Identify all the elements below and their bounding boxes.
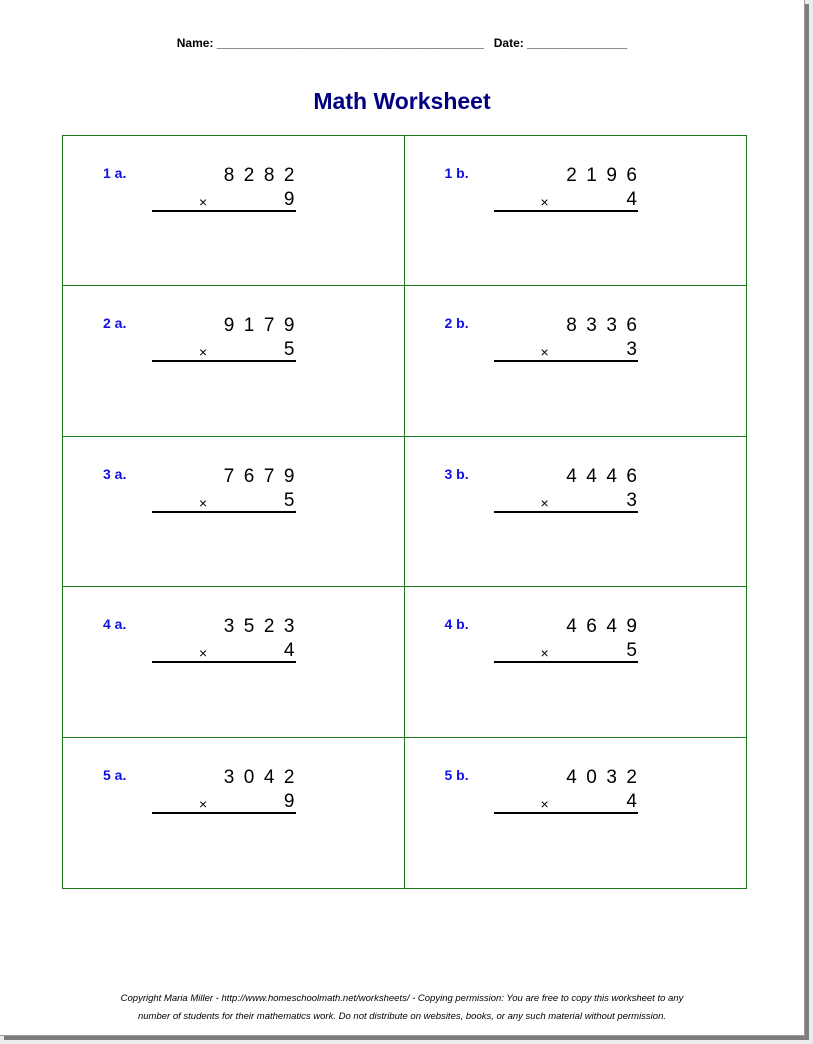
answer-rule	[494, 210, 638, 212]
answer-rule	[152, 812, 296, 814]
problem-cell	[63, 437, 405, 587]
multiply-sign: ×	[199, 194, 208, 210]
multiplicand: 8336	[566, 315, 647, 337]
answer-rule	[494, 661, 638, 663]
multiply-sign: ×	[199, 795, 208, 812]
problem-label: 2 b.	[444, 315, 469, 332]
multiplier: 5	[626, 640, 637, 662]
multiplier: 4	[626, 189, 637, 210]
multiply-sign: ×	[540, 194, 549, 210]
problem-label: 5 b.	[444, 766, 469, 783]
name-label: Name:	[176, 36, 214, 50]
multiply-sign: ×	[540, 795, 549, 812]
multiplier: 9	[283, 189, 295, 210]
footer-line-2: number of students for their mathematics work. Do not distribute on websites, books, or any such material without permission.	[137, 1011, 666, 1022]
multiply-sign: ×	[540, 645, 549, 662]
multiplier: 5	[283, 339, 295, 361]
problem-label: 1 b.	[444, 165, 469, 181]
problem-cell	[405, 136, 747, 286]
multiplier: 4	[283, 640, 295, 662]
problem-grid	[62, 135, 747, 889]
problem-cell	[405, 587, 747, 737]
problem-label: 4 b.	[444, 616, 469, 633]
multiplicand: 4446	[566, 465, 647, 487]
multiplier: 3	[626, 339, 637, 361]
name-blank: ________________________________________	[216, 36, 484, 50]
problem-cell	[63, 286, 405, 436]
problem-cell	[405, 738, 747, 888]
footer-line-1: Copyright Maria Miller - http://www.homeschoolmath.net/worksheets/ - Copying permission: You are free to copy this worksheet to any	[120, 993, 684, 1004]
answer-rule	[152, 360, 296, 362]
multiplicand: 2196	[566, 165, 647, 186]
multiply-sign: ×	[540, 494, 549, 511]
multiplier: 9	[283, 790, 295, 812]
multiplicand: 3042	[223, 766, 304, 788]
problem-label: 3 b.	[444, 465, 469, 482]
problem-label: 5 a.	[103, 766, 127, 783]
multiply-sign: ×	[199, 494, 208, 511]
problem-cell	[63, 738, 405, 888]
multiplicand: 9179	[223, 315, 304, 337]
multiplicand: 3523	[223, 616, 304, 638]
header-line	[0, 36, 804, 50]
copyright-footer	[0, 990, 804, 1026]
problem-cell	[405, 437, 747, 587]
multiply-sign: ×	[540, 344, 549, 361]
multiplier: 5	[283, 489, 295, 511]
multiplier: 4	[626, 790, 637, 812]
problem-label: 1 a.	[103, 165, 127, 181]
answer-rule	[152, 511, 296, 513]
page-title: Math Worksheet	[313, 88, 491, 114]
problem-label: 4 a.	[103, 616, 127, 633]
multiplier: 3	[626, 489, 637, 511]
date-label: Date:	[493, 36, 524, 50]
multiply-sign: ×	[199, 645, 208, 662]
multiplicand: 7679	[223, 465, 304, 487]
answer-rule	[494, 511, 638, 513]
multiplicand: 4649	[566, 616, 647, 638]
answer-rule	[494, 812, 638, 814]
problem-cell	[63, 587, 405, 737]
problem-label: 3 a.	[103, 465, 127, 482]
problem-cell	[63, 136, 405, 286]
answer-rule	[152, 661, 296, 663]
multiplicand: 8282	[223, 165, 304, 186]
problem-label: 2 a.	[103, 315, 127, 332]
multiply-sign: ×	[199, 344, 208, 361]
multiplicand: 4032	[566, 766, 647, 788]
answer-rule	[494, 360, 638, 362]
answer-rule	[152, 210, 296, 212]
date-blank: _______________	[527, 36, 628, 50]
problem-cell	[405, 286, 747, 436]
